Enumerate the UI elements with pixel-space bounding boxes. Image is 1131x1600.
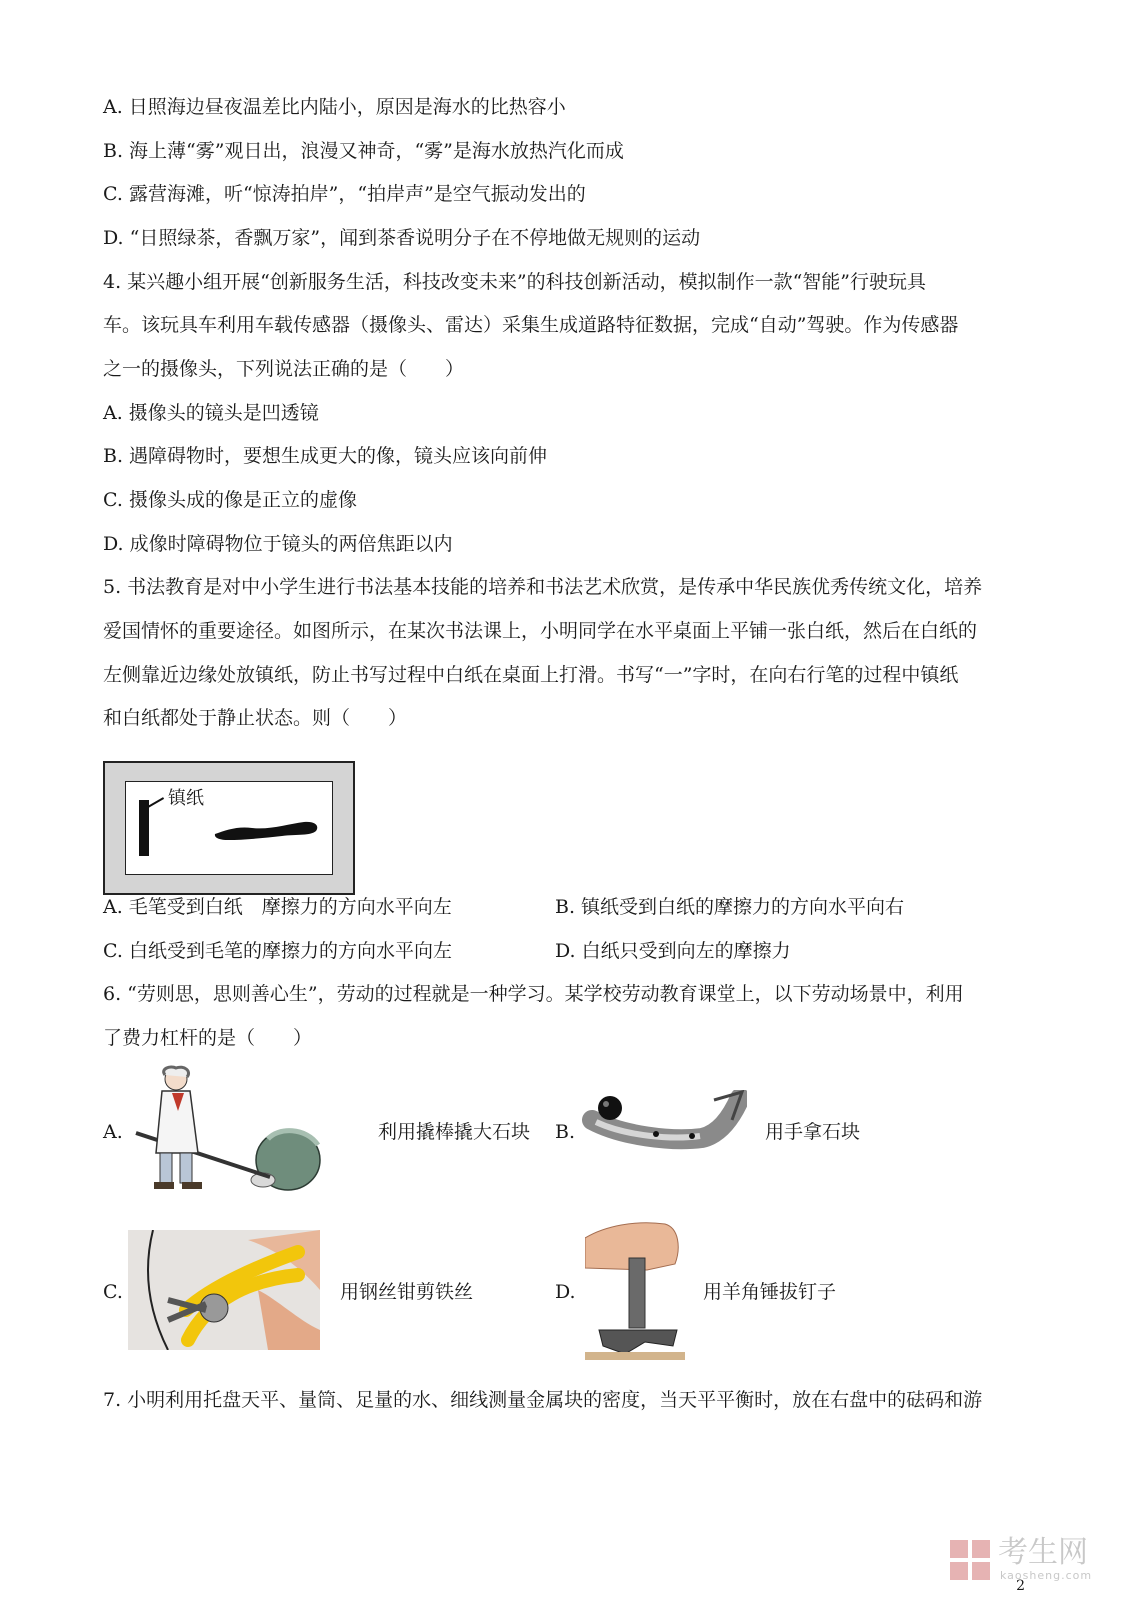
q4-stem-line-1: 4. 某兴趣小组开展“创新服务生活，科技改变未来”的科技创新活动，模拟制作一款“智能”行驶玩具 <box>103 271 927 293</box>
q6-option-a-letter: A. <box>103 1121 123 1143</box>
watermark-text: 考生网 <box>998 1535 1088 1570</box>
white-paper <box>125 781 333 875</box>
crowbar-lever-image <box>128 1065 360 1200</box>
q5-stem-line-1: 5. 书法教育是对中小学生进行书法基本技能的培养和书法艺术欣赏，是传承中华民族优秀传统文化，培养 <box>103 576 983 598</box>
claw-hammer-image <box>585 1218 685 1360</box>
calligraphy-figure <box>103 761 355 895</box>
paperweight-label: 镇纸 <box>168 788 204 809</box>
q5-option-d: D. 白纸只受到向左的摩擦力 <box>555 940 791 962</box>
q6-stem-line-1: 6. “劳则思，思则善心生”，劳动的过程就是一种学习。某学校劳动教育课堂上，以下劳动场景中，利用 <box>103 983 964 1005</box>
paperweight-bar <box>139 800 149 856</box>
q4-option-b: B. 遇障碍物时，要想生成更大的像，镜头应该向前伸 <box>103 445 548 467</box>
q6-option-c-letter: C. <box>103 1281 123 1303</box>
brush-stroke-yi <box>212 812 322 852</box>
q6-option-d-letter: D. <box>555 1281 576 1303</box>
paperweight-pointer <box>148 797 165 808</box>
q3-option-d: D. “日照绿茶，香飘万家”，闻到茶香说明分子在不停地做无规则的运动 <box>103 227 701 249</box>
q3-option-a: A. 日照海边昼夜温差比内陆小，原因是海水的比热容小 <box>103 96 566 118</box>
q6-option-c-caption: 用钢丝钳剪铁丝 <box>340 1281 474 1303</box>
watermark-logo <box>948 1536 1108 1584</box>
q6-option-d-caption: 用羊角锤拔钉子 <box>703 1281 837 1303</box>
q5-stem-line-2: 爱国情怀的重要途径。如图所示，在某次书法课上，小明同学在水平桌面上平铺一张白纸，然后在白纸的 <box>103 620 978 642</box>
q4-option-c: C. 摄像头成的像是正立的虚像 <box>103 489 357 511</box>
arm-holding-stone-image <box>582 1090 747 1160</box>
q7-stem: 7. 小明利用托盘天平、量筒、足量的水、细线测量金属块的密度，当天平平衡时，放在右盘中的砝码和游 <box>103 1389 983 1411</box>
q5-option-a: A. 毛笔受到白纸 摩擦力的方向水平向左 <box>103 896 452 918</box>
q3-option-b: B. 海上薄“雾”观日出，浪漫又神奇，“雾”是海水放热汽化而成 <box>103 140 624 162</box>
wire-cutter-image <box>128 1230 320 1350</box>
q4-stem-line-3: 之一的摄像头，下列说法正确的是（ ） <box>103 358 465 380</box>
q5-option-b: B. 镇纸受到白纸的摩擦力的方向水平向右 <box>555 896 905 918</box>
q4-option-a: A. 摄像头的镜头是凹透镜 <box>103 402 319 424</box>
q6-option-b-caption: 用手拿石块 <box>765 1121 861 1143</box>
q4-option-d: D. 成像时障碍物位于镜头的两倍焦距以内 <box>103 533 453 555</box>
q4-stem-line-2: 车。该玩具车利用车载传感器（摄像头、雷达）采集生成道路特征数据，完成“自动”驾驶。作为传感器 <box>103 314 959 336</box>
q3-option-c: C. 露营海滩，听“惊涛拍岸”，“拍岸声”是空气振动发出的 <box>103 183 586 205</box>
q6-option-b-letter: B. <box>555 1121 576 1143</box>
q5-option-c: C. 白纸受到毛笔的摩擦力的方向水平向左 <box>103 940 452 962</box>
page-number: 2 <box>1016 1578 1025 1594</box>
q6-option-a-caption: 利用撬棒撬大石块 <box>378 1121 531 1143</box>
watermark-url: kaosheng.com <box>1000 1569 1093 1582</box>
q6-stem-line-2: 了费力杠杆的是（ ） <box>103 1027 313 1049</box>
q5-stem-line-3: 左侧靠近边缘处放镇纸，防止书写过程中白纸在桌面上打滑。书写“一”字时，在向右行笔的过程中镇纸 <box>103 664 959 686</box>
q5-stem-line-4: 和白纸都处于静止状态。则（ ） <box>103 707 408 729</box>
watermark-icon <box>948 1538 992 1582</box>
